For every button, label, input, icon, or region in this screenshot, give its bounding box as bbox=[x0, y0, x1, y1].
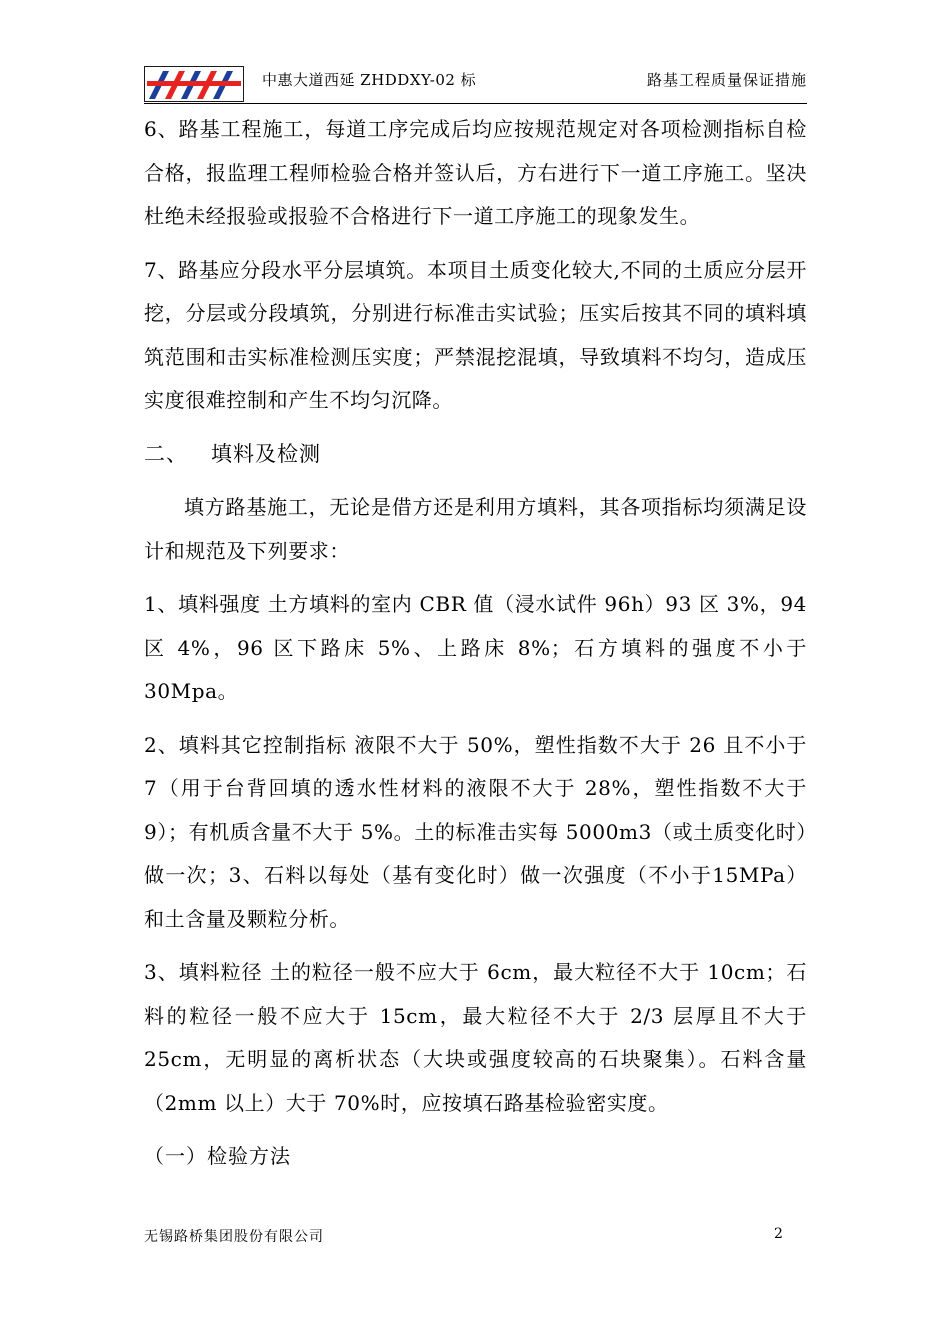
list-item: 3、填料粒径 土的粒径一般不应大于 6cm，最大粒径不大于 10cm；石料的粒径一般不应大于 15cm，最大粒径不大于 2/3 层厚且不大于25cm，无明显的离析状态（大块或强度较高的石块聚集）。石料含量（2mm 以上）大于 70%时，应按填石路基检验密实度。 bbox=[144, 960, 807, 1115]
section-heading: 二、 填料及检测 bbox=[144, 441, 322, 466]
header-divider bbox=[144, 103, 807, 104]
logo-stripes-icon bbox=[145, 67, 243, 101]
header-project-title: 中惠大道西延 ZHDDXY-02 标 bbox=[262, 71, 477, 89]
paragraph-6: 6、路基工程施工，每道工序完成后均应按规范规定对各项检测指标自检合格，报监理工程师检验合格并签认后，方右进行下一道工序施工。坚决杜绝未经报验或报验不合格进行下一道工序施工的现象发生。 bbox=[144, 117, 807, 228]
page-header bbox=[144, 66, 807, 104]
footer-company: 无锡路桥集团股份有限公司 bbox=[144, 1229, 324, 1245]
page-body bbox=[144, 108, 807, 1179]
section-intro: 填方路基施工，无论是借方还是利用方填料，其各项指标均须满足设计和规范及下列要求： bbox=[144, 495, 807, 563]
header-document-title: 路基工程质量保证措施 bbox=[646, 71, 807, 89]
subsection-heading: （一）检验方法 bbox=[144, 1144, 291, 1168]
paragraph-7: 7、路基应分段水平分层填筑。本项目土质变化较大,不同的土质应分层开挖，分层或分段填筑，分别进行标准击实试验；压实后按其不同的填料填筑范围和击实标准检测压实度；严禁混挖混填，导致填料不均匀，造成压实度很难控制和产生不均匀沉降。 bbox=[144, 257, 807, 412]
list-item: 2、填料其它控制指标 液限不大于 50%，塑性指数不大于 26 且不小于 7（用于台背回填的透水性材料的液限不大于 28%，塑性指数不大于 9）；有机质含量不大于 5%。土的标准击实每 5000m3（或土质变化时）做一次；3、石料以每处（基有变化时）做一次强度（不小于15MPa）和土含量及颗粒分析。 bbox=[144, 732, 807, 931]
company-logo bbox=[144, 66, 244, 102]
list-item: 1、填料强度 土方填料的室内 CBR 值（浸水试件 96h）93 区 3%，94 区 4%，96 区下路床 5%、上路床 8%；石方填料的强度不小于 30Mpa。 bbox=[144, 592, 807, 703]
page-number: 2 bbox=[774, 1226, 783, 1242]
